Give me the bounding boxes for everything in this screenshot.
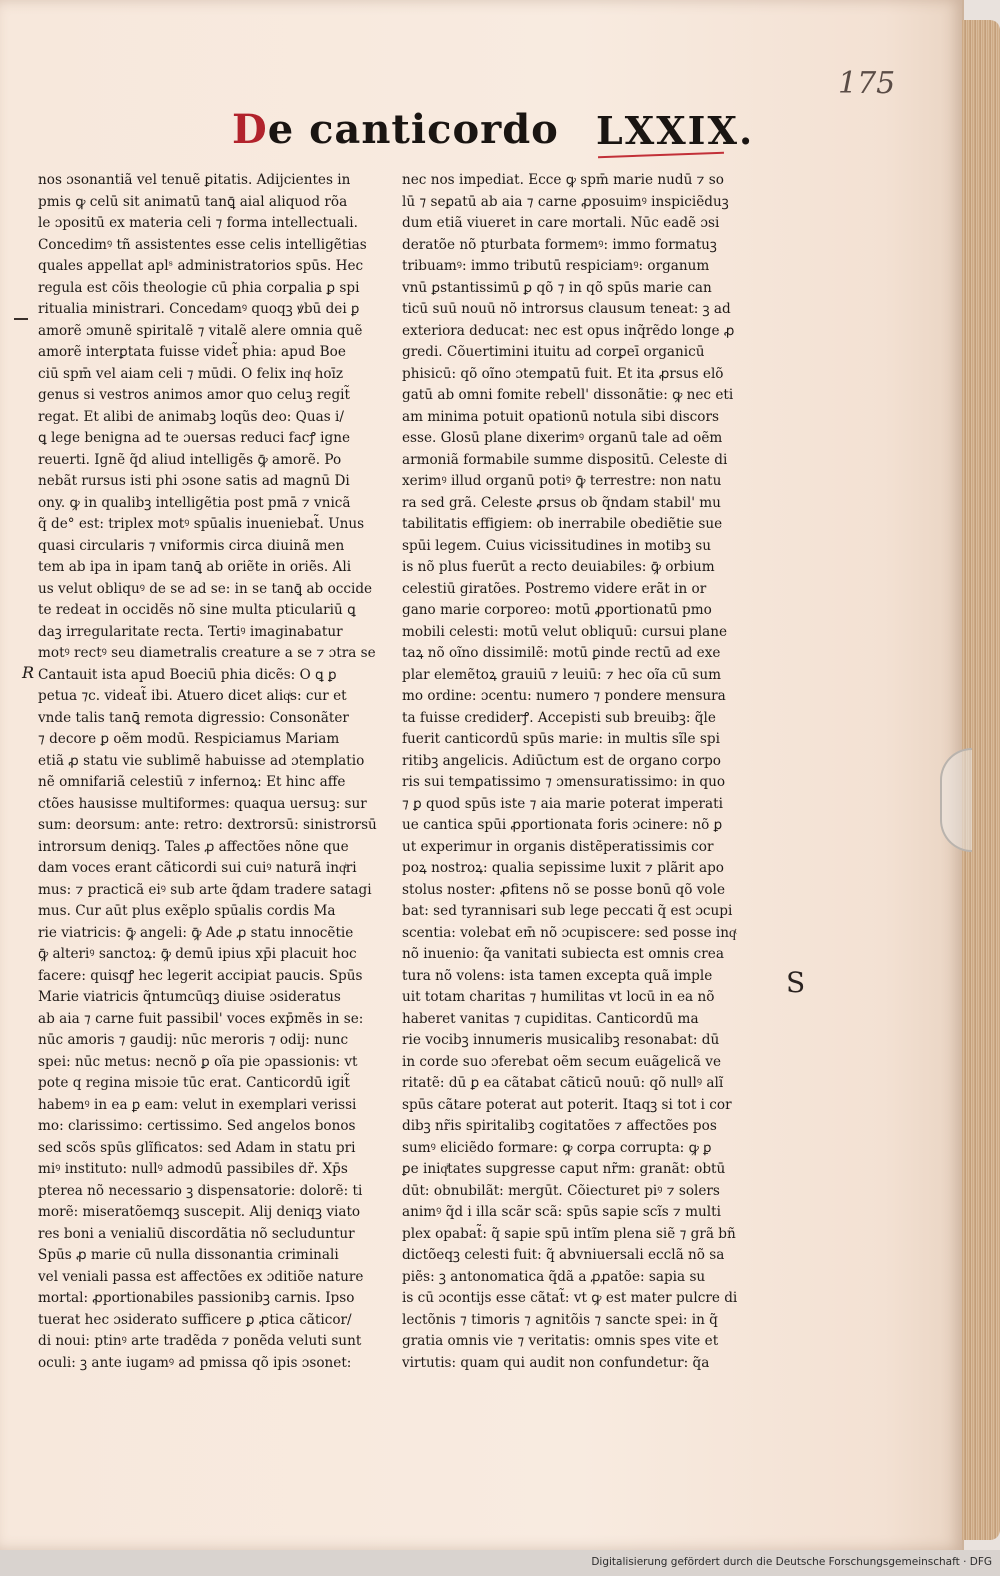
text-line: ris sui temꝑatissimo ⁊ ɔmensuratissimo: in quo bbox=[402, 774, 726, 790]
text-line: q̃ de° est: triplex motꝰ spūalis inueniebat̃. Unus bbox=[38, 516, 365, 532]
text-line: plex opabat̃: q̃ sapie spū intĩm plena siẽ ⁊ grã bñ bbox=[402, 1225, 736, 1242]
text-line: Concedimꝰ tñ assistentes esse celis intelligẽtias bbox=[38, 236, 367, 253]
text-line: ony. ꝙ in qualibꝫ intelligẽtia post pmā ⁊ vnicã bbox=[38, 494, 351, 511]
text-line: res boni a venialiū discordãtia nõ secluduntur bbox=[38, 1225, 355, 1242]
text-line: dam voces erant cãticordi sui cuiꝰ naturã inqͥri bbox=[38, 860, 357, 876]
text-line: ue cantica spūi ꝓportionata foris ɔcinere: nõ ꝑ bbox=[402, 817, 723, 833]
text-line: xerimꝰ illud organū potiꝰ ꝙ̄ terrestre: non natu bbox=[402, 473, 722, 489]
text-line: ciū spm̄ vel aiam celi ⁊ mūdi. O felix inqͭ hoīz bbox=[38, 365, 344, 382]
text-line: sum: deorsum: ante: retro: dextrorsū: sinistrorsū bbox=[38, 817, 377, 833]
text-line: nec nos impediat. Ecce ꝙ spm̄ marie nudū ⁊ so bbox=[402, 172, 724, 188]
text-line: regula est cõis theologie cū phia corꝑalia ꝑ spi bbox=[38, 279, 360, 296]
text-line: in corde suo ɔferebat oẽm secum euãgelicã ve bbox=[402, 1053, 721, 1070]
text-line: dūt: obnubilãt: mergūt. Cõiecturet piꝰ ⁊ solers bbox=[402, 1182, 720, 1199]
text-line: tribuamꝰ: immo tributū respiciamꝰ: organum bbox=[402, 258, 710, 274]
text-line: sed scõs spūs glĩficatos: sed Adam in statu pri bbox=[38, 1139, 356, 1156]
text-line: spūi legem. Cuius vicissitudines in motibꝫ su bbox=[402, 537, 711, 554]
page-clip bbox=[940, 748, 972, 852]
text-line: mo ordine: ɔcentu: numero ⁊ pondere mensura bbox=[402, 688, 726, 704]
text-line: facere: quisqꝭ hec legerit accipiat paucis. Spūs bbox=[38, 967, 363, 984]
text-line: vnde talis tanꝗ̄ remota digressio: Consonãter bbox=[38, 709, 349, 726]
text-line: fuerit canticordū spūs marie: in multis sĩle spi bbox=[402, 731, 720, 747]
text-line: poꝝ nostroꝝ: qualia sepissime luxit ⁊ plãrit apo bbox=[402, 860, 724, 876]
text-line: scentia: volebat em̄ nõ ɔcupiscere: sed posse inqͭ bbox=[402, 924, 736, 941]
text-line: deratõe nõ pturbata formemꝰ: immo formatuꝫ bbox=[402, 236, 717, 253]
running-head-text: e canticordo bbox=[267, 106, 559, 153]
text-line: nūc amoris ⁊ gaudij: nūc meroris ⁊ odij: nunc bbox=[38, 1032, 349, 1048]
text-line: rie viatricis: ꝙ̄ angeli: ꝙ̄ Ade ꝓ statu innocẽtie bbox=[38, 924, 354, 941]
text-line: is cū ɔcontijs esse cãtat̃: vt ꝙ est mater pulcre di bbox=[402, 1290, 738, 1306]
text-line: bat: sed tyrannisari sub lege peccati q̃ est ɔcupi bbox=[402, 903, 733, 919]
text-line: dictõeqꝫ celesti fuit: q̃ abvniuersali ecclã nõ sa bbox=[402, 1247, 725, 1263]
text-line: animꝰ q̃d i illa scãr scã: spūs sapie scĩs ⁊ multi bbox=[402, 1204, 721, 1220]
text-line: oculi: ꝫ ante iugamꝰ ad pmissa qõ ipis ɔsonet: bbox=[38, 1354, 352, 1371]
text-line: lectõnis ⁊ timoris ⁊ agnitõis ⁊ sancte spei: in q̃ bbox=[402, 1311, 718, 1328]
text-line: nẽ omnifariã celestiū ⁊ infernoꝝ: Et hinc affe bbox=[38, 774, 346, 790]
text-line: nõ inuenio: q̃a vanitati subiecta est omnis crea bbox=[402, 946, 724, 962]
text-line: daꝫ irregularitate recta. Tertiꝰ imaginabatur bbox=[38, 623, 343, 640]
text-line: Spūs ꝓ marie cū nulla dissonantia criminali bbox=[38, 1247, 339, 1263]
text-line: regat. Et alibi de animabꝫ loqũs deo: Quas i/ bbox=[38, 408, 344, 425]
text-line: quales appellat aplˢ administratorios spūs. Hec bbox=[38, 258, 364, 274]
text-line: habemꝰ in ea ꝑ eam: velut in exemplari verissi bbox=[38, 1096, 357, 1113]
text-line: Marie viatricis q̃ntumcūqꝫ diuise ɔsideratus bbox=[38, 989, 341, 1005]
left-text-column bbox=[38, 170, 390, 1374]
text-line: tem ab ipa in ipam tanꝗ̄ ab oriẽte in oriẽs. Ali bbox=[38, 559, 352, 575]
running-head bbox=[232, 106, 559, 153]
text-line: mo: clarissimo: certissimo. Sed angelos bonos bbox=[38, 1118, 356, 1134]
text-line: rie vocibꝫ innumeris musicalibꝫ resonabat: dū bbox=[402, 1032, 720, 1048]
text-line: phisicū: qõ oĩno ɔtemꝑatū fuit. Et ita ꝓrsus elõ bbox=[402, 365, 724, 382]
text-line: ritatẽ: dū ꝑ ea cãtabat cãticū nouū: qõ nullꝰ alĩ bbox=[402, 1075, 724, 1091]
text-line: quasi circularis ⁊ vniformis circa diuinã men bbox=[38, 537, 345, 554]
text-line: esse. Glosū plane dixerimꝰ organū tale ad oẽm bbox=[402, 430, 723, 446]
digitization-credit: Digitalisierung gefördert durch die Deutsche Forschungsgemeinschaft · DFG bbox=[591, 1556, 992, 1568]
text-line: gredi. Cõuertimini ituitu ad corꝑeī organicū bbox=[402, 344, 705, 360]
text-line: is nõ plus fuerūt a recto deuiabiles: ꝙ̄ orbium bbox=[402, 559, 715, 575]
text-line: ut experimur in organis distẽperatissimis cor bbox=[402, 838, 714, 855]
handwritten-folio-number: 175 bbox=[838, 66, 896, 101]
text-line: ab aia ⁊ carne fuit passibil' voces exp̄mẽs in se: bbox=[38, 1010, 364, 1027]
text-line: introrsum deniqꝫ. Tales ꝓ affectões nõne que bbox=[38, 838, 349, 855]
text-line: ꝙ̄ alteriꝰ sanctoꝝ: ꝙ̄ demū ipius xp̄i placuit hoc bbox=[38, 946, 357, 962]
text-line: Cantauit ista apud Boeciū phia dicẽs: O ꝗ ꝑ bbox=[38, 666, 337, 683]
text-line: taꝝ nõ oĩno dissimilẽ: motū ꝑinde rectū ad exe bbox=[402, 645, 721, 661]
text-line: pmis ꝙ celū sit animatū tanꝗ̄ aial aliquod rõa bbox=[38, 193, 348, 210]
text-line: mobili celesti: motū velut obliquū: cursui plane bbox=[402, 623, 728, 640]
margin-mark bbox=[14, 318, 28, 320]
text-line: vnū ꝑstantissimū ꝑ qõ ⁊ in qõ spūs marie can bbox=[402, 279, 712, 296]
text-line: tura nõ volens: ista tamen excepta quã imple bbox=[402, 967, 713, 984]
text-line: ta fuisse crediderꝭ. Accepisti sub breuibꝫ: q̃le bbox=[402, 709, 716, 726]
running-head-initial: D bbox=[232, 106, 268, 153]
text-line: pterea nõ necessario ꝫ dispensatorie: dolorẽ: ti bbox=[38, 1182, 363, 1199]
text-line: tabilitatis effigiem: ob inerrabile obediẽtie sue bbox=[402, 516, 723, 532]
text-line: genus si vestros animos amor quo celuꝫ regit̃ bbox=[38, 387, 350, 403]
margin-letter-right: S bbox=[786, 966, 806, 999]
text-line: mus. Cur aūt plus exẽplo spūalis cordis Ma bbox=[38, 903, 336, 919]
text-line: vel veniali passa est affectões ex ɔditiõe nature bbox=[38, 1268, 364, 1285]
text-line: plar elemẽtoꝝ grauiū ⁊ leuiū: ⁊ hec oĩa cū sum bbox=[402, 666, 721, 683]
text-line: miꝰ instituto: nullꝰ admodū passibiles dr̃. Xp̄s bbox=[38, 1161, 348, 1177]
text-line: spūs cãtare poterat aut poterit. Itaqꝫ si tot i cor bbox=[402, 1096, 732, 1113]
text-line: ritualia ministrari. Concedamꝰ quoqꝫ ꝟbū dei ꝑ bbox=[38, 301, 360, 317]
text-line: nebãt rursus isti phi ɔsone satis ad magnū Di bbox=[38, 473, 350, 489]
margin-letter-left: R bbox=[22, 663, 35, 682]
text-line: haberet vanitas ⁊ cupiditas. Canticordū ma bbox=[402, 1010, 699, 1027]
text-line: celestiū giratões. Postremo videre erãt in or bbox=[402, 580, 707, 597]
right-text-column bbox=[402, 170, 774, 1374]
text-line: piẽs: ꝫ antonomatica q̃dã a ꝓꝓatõe: sapia su bbox=[402, 1268, 706, 1285]
text-line: gratia omnis vie ⁊ veritatis: omnis spes vite et bbox=[402, 1333, 719, 1349]
text-line: amorẽ interꝑtata fuisse videt̃ phia: apud Boe bbox=[38, 344, 346, 360]
text-line: exteriora deducat: nec est opus inq̃rẽdo longe ꝓ bbox=[402, 322, 735, 339]
text-line: mortal: ꝓportionabiles passionibꝫ carnis. Ipso bbox=[38, 1290, 355, 1306]
text-line: sumꝰ eliciẽdo formare: ꝙ corꝑa corrupta: ꝙ ꝑ bbox=[402, 1139, 712, 1156]
text-line: reuerti. Ignẽ q̃d aliud intelligẽs ꝙ̄ amorẽ. Po bbox=[38, 451, 342, 468]
text-line: te redeat in occidẽs nõ sine multa pticulariū ꝗ bbox=[38, 602, 356, 618]
text-line: stolus noster: ꝓfitens nõ se posse bonū qõ vole bbox=[402, 881, 725, 898]
text-line: gano marie corporeo: motū ꝓportionatū pmo bbox=[402, 602, 712, 618]
text-line: tuerat hec ɔsiderato sufficere ꝑ ꝓtica cãticor/ bbox=[38, 1311, 352, 1328]
text-line: ꝑe iniqͥtates supgresse caput nr̃m: granãt: obtū bbox=[402, 1161, 726, 1177]
text-line: ⁊ ꝑ quod spūs iste ⁊ aia marie poterat imperati bbox=[402, 795, 723, 812]
text-line: uit totam charitas ⁊ humilitas vt locū in ea nõ bbox=[402, 989, 715, 1005]
text-line: ritibꝫ angelicis. Adiūctum est de organo corpo bbox=[402, 752, 721, 769]
text-line: am minima potuit opationū notula sibi discors bbox=[402, 408, 719, 425]
text-line: gatū ab omni fomite rebell' dissonãtie: ꝙ nec eti bbox=[402, 387, 734, 403]
text-line: ra sed grã. Celeste ꝓrsus ob q̃ndam stabil' mu bbox=[402, 494, 721, 511]
text-line: pote q regina misɔie tūc erat. Canticordū igit̃ bbox=[38, 1075, 350, 1091]
text-line: dibꝫ nr̃is spiritalibꝫ cogitatões ⁊ affectões pos bbox=[402, 1118, 717, 1134]
text-line: virtutis: quam qui audit non confundetur: q̃a bbox=[402, 1354, 710, 1371]
text-line: armoniã formabile summe dispositū. Celeste di bbox=[402, 451, 728, 468]
text-line: etiã ꝓ statu vie sublimẽ habuisse ad ɔtemplatio bbox=[38, 752, 365, 769]
text-line: dum etiã viueret in care mortali. Nūc eadẽ ɔsi bbox=[402, 215, 720, 231]
text-line: ticū suū nouū nõ introrsus clausum teneat: ꝫ ad bbox=[402, 301, 731, 317]
text-line: ctões hausisse multiformes: quaqua uersuꝫ: sur bbox=[38, 795, 367, 812]
text-line: morẽ: miseratõemqꝫ suscepit. Alij deniqꝫ viato bbox=[38, 1204, 361, 1220]
text-line: lū ⁊ seꝑatū ab aia ⁊ carne ꝓposuimꝰ inspiciẽduꝫ bbox=[402, 193, 729, 210]
text-line: le ɔpositū ex materia celi ⁊ forma intellectuali. bbox=[38, 215, 358, 231]
text-line: petua ⁊c. videat̃ ibi. Atuero dicet aliqͥs: cur et bbox=[38, 688, 347, 704]
text-line: di noui: ptinꝰ arte tradẽda ⁊ ponẽda veluti sunt bbox=[38, 1333, 362, 1349]
text-line: ꝗ lege benigna ad te ɔuersas reduci facꝭ igne bbox=[38, 430, 351, 446]
text-line: spei: nūc metus: necnõ ꝑ oĩa pie ɔpassionis: vt bbox=[38, 1053, 358, 1070]
text-line: amorẽ ɔmunẽ spiritalẽ ⁊ vitalẽ alere omnia quẽ bbox=[38, 322, 363, 339]
text-line: ⁊ decore ꝑ oẽm modū. Respiciamus Mariam bbox=[38, 731, 340, 747]
text-line: us velut obliquꝰ de se ad se: in se tanꝗ̄ ab occide bbox=[38, 580, 373, 597]
text-line: nos ɔsonantiã vel tenuẽ ꝑitatis. Adijcientes in bbox=[38, 172, 351, 188]
printed-folio-number: LXXIX. bbox=[596, 108, 755, 153]
text-line: motꝰ rectꝰ seu diametralis creature a se ⁊ ɔtra se bbox=[38, 645, 376, 661]
text-line: mus: ⁊ practicã eiꝰ sub arte q̃dam tradere satagi bbox=[38, 881, 372, 898]
